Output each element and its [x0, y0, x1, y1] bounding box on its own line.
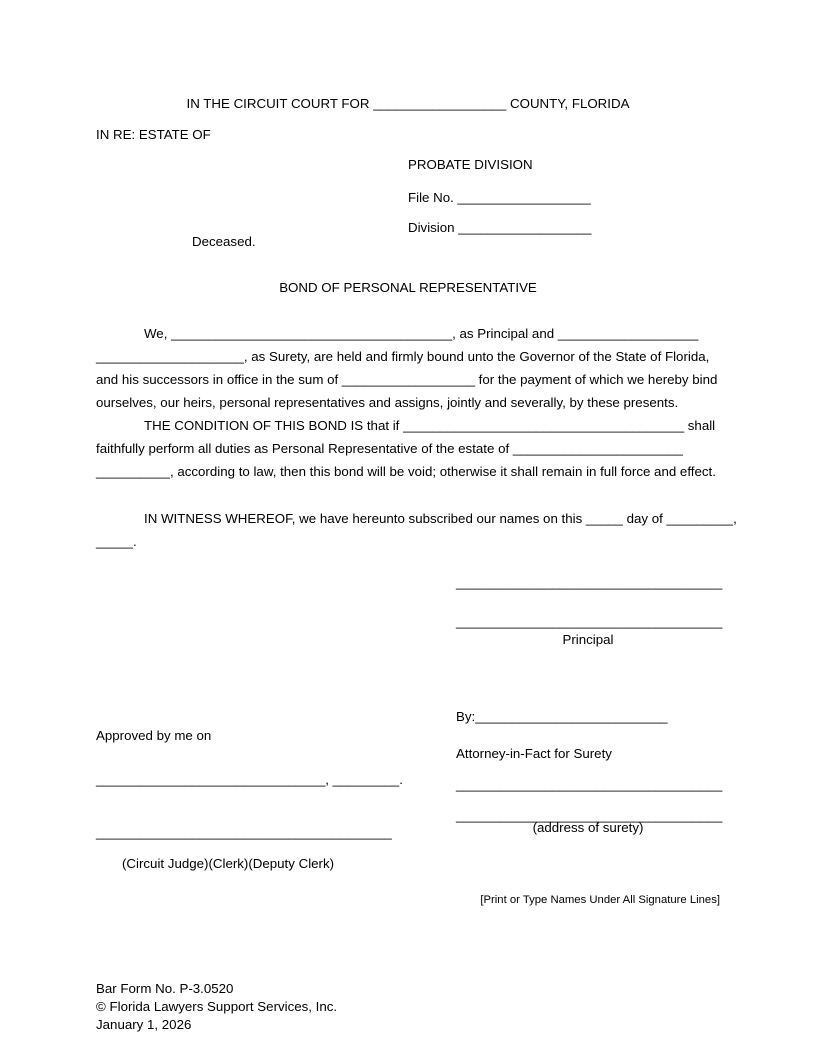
copyright-line: © Florida Lawyers Support Services, Inc.: [96, 999, 338, 1014]
body-line: __________, according to law, then this bond will be void; otherwise it shall remain in full force and effect.: [96, 464, 716, 479]
revision-date: January 1, 2026: [96, 1017, 192, 1032]
by-signature-line: By:__________________________: [456, 709, 668, 724]
body-line: ____________________, as Surety, are held and firmly bound unto the Governor of the State of Florida,: [96, 349, 710, 364]
body-line: faithfully perform all duties as Personal Representative of the estate of _______________________: [96, 441, 683, 456]
division-field: Division __________________: [408, 220, 592, 235]
in-re-estate-of-label: IN RE: ESTATE OF: [96, 127, 211, 142]
court-title: IN THE CIRCUIT COURT FOR __________________ COUNTY, FLORIDA: [186, 96, 630, 111]
bar-form-number: Bar Form No. P-3.0520: [96, 981, 234, 996]
form-title: BOND OF PERSONAL REPRESENTATIVE: [279, 280, 537, 295]
witness-paragraph: [96, 507, 737, 553]
principal-signature-line-2: ____________________________________: [456, 614, 723, 629]
witness-line: _____.: [96, 534, 137, 549]
body-line: We, ______________________________________, as Principal and ___________________: [144, 326, 699, 341]
deceased-label: Deceased.: [192, 234, 256, 249]
footer: [96, 980, 337, 1034]
surety-address-line: ____________________________________: [456, 808, 723, 823]
approval-date-line: _______________________________, _________.: [96, 772, 403, 787]
print-names-note: [Print or Type Names Under All Signature Lines]: [480, 894, 720, 906]
probate-division-label: PROBATE DIVISION: [408, 157, 533, 172]
body-line: ourselves, our heirs, personal representatives and assigns, jointly and severally, by these presents.: [96, 395, 679, 410]
attorney-in-fact-label: Attorney-in-Fact for Surety: [456, 746, 612, 761]
principal-label: Principal: [562, 632, 614, 647]
witness-line: IN WITNESS WHEREOF, we have hereunto subscribed our names on this _____ day of _________,: [144, 511, 737, 526]
file-no-field: File No. __________________: [408, 190, 591, 205]
address-of-surety-label: (address of surety): [532, 820, 644, 835]
approved-by-label: Approved by me on: [96, 728, 212, 743]
judge-clerk-label: (Circuit Judge)(Clerk)(Deputy Clerk): [122, 856, 335, 871]
principal-signature-line-1: ____________________________________: [456, 575, 723, 590]
body-paragraphs: [96, 322, 726, 483]
body-line: and his successors in office in the sum of __________________ for the payment of which we hereby bind: [96, 372, 718, 387]
body-line: THE CONDITION OF THIS BOND IS that if ______________________________________ shall: [144, 418, 716, 433]
judge-signature-line: ________________________________________: [96, 825, 392, 840]
surety-signature-line: ____________________________________: [456, 777, 723, 792]
